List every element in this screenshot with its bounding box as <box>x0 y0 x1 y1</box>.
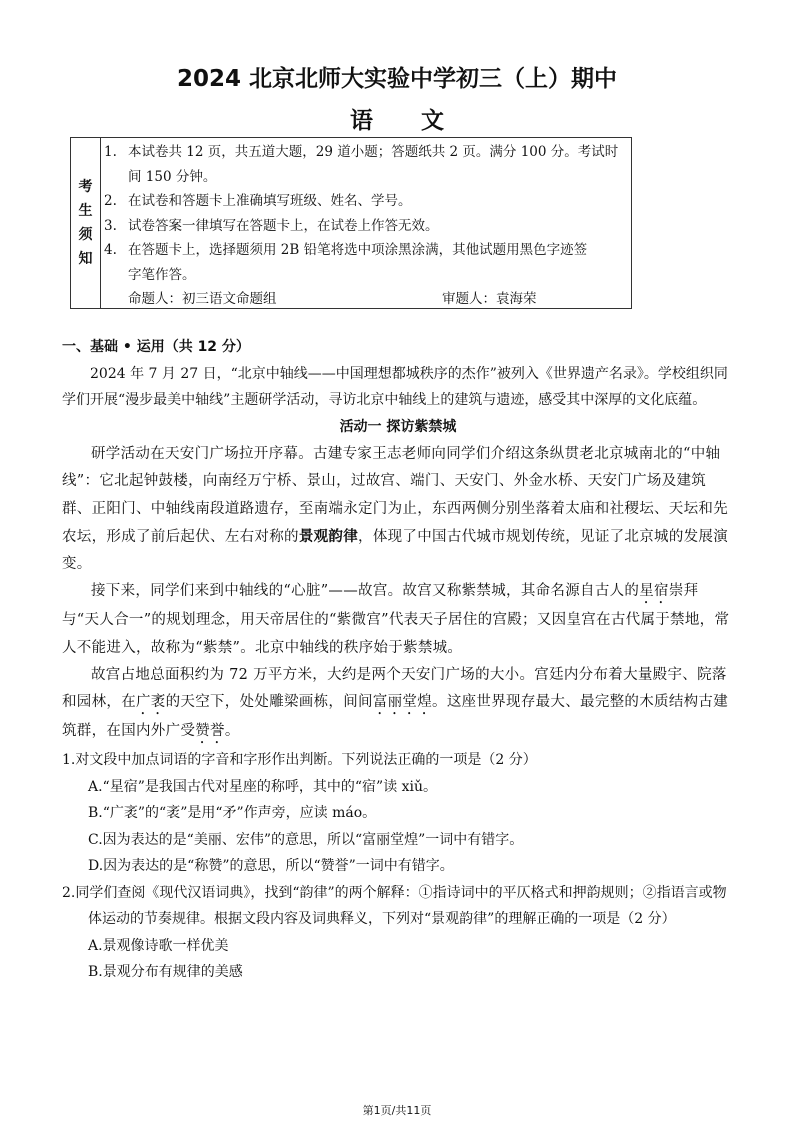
dotted-term: 富丽堂煌 <box>372 694 433 711</box>
page-footer: 第1页/共11页 <box>362 1104 432 1117</box>
answer-option: B.“广袤”的“袤”是用“矛”作声旁，应读 máo。 <box>88 805 377 822</box>
notice-item-text: 本试卷共 12 页，共五道大题，29 道小题；答题纸共 2 页。满分 100 分。考试时 <box>128 144 619 160</box>
notice-heading-char: 考 <box>78 179 93 195</box>
notice-item-text: 试卷答案一律填写在答题卡上，在试卷上作答无效。 <box>128 217 439 234</box>
dotted-term: 赞誉 <box>195 723 225 740</box>
dotted-term: 广袤 <box>136 694 166 711</box>
subject-title: 语文 <box>350 108 492 134</box>
answer-option: B.景观分布有规律的美感 <box>88 964 243 981</box>
notice-item <box>104 140 627 165</box>
passage-text: 。 <box>224 723 240 740</box>
section-heading: 一、基础 • 运用（共 12 分） <box>62 339 250 355</box>
passage-paragraph <box>62 441 734 578</box>
notice-item <box>104 214 627 239</box>
notice-item <box>104 238 627 263</box>
notice-item-continuation: 间 150 分钟。 <box>128 168 217 185</box>
passage-text: 接下来，同学们来到中轴线的“心脏”——故宫。故宫又称紫禁城，其命名源自古人的 <box>91 583 640 600</box>
passage-text: 崇拜与“天人合一”的规划理念，用天帝居住的“紫微宫”代表天子居住的宫殿；又因皇宫在古代属于禁地，常人不能进入，故称为“紫禁”。北京中轴线的秩序始于紫禁城。 <box>62 583 730 656</box>
notice-heading <box>71 138 101 308</box>
answer-option: C.因为表达的是“美丽、宏伟”的意思，所以“富丽堂煌”一词中有错字。 <box>88 831 524 848</box>
passage-text: 。这座世界现存最大、最完整的木质结构古建筑群，在国内外广受 <box>62 694 729 740</box>
notice-item-number: 3. <box>104 217 117 234</box>
notice-item-number: 4. <box>104 242 117 258</box>
question-stem: 1.对文段中加点词语的字音和字形作出判断。下列说法正确的一项是（2 分） <box>62 752 537 769</box>
passage-paragraph <box>62 578 734 662</box>
question-stem: 2.同学们查阅《现代汉语词典》，找到“韵律”的两个解释：①指诗词中的平仄格式和押韵规则；②指语言或物体运动的节奏规律。根据文段内容及词典释义，下列对“景观韵律”的理解正确的一项是（2 分） <box>62 884 727 928</box>
reviewer: 审题人：袁海荣 <box>442 291 537 307</box>
passage-text: 研学活动在天安门广场拉开序幕。古建专家王志老师向同学们介绍这条纵贯老北京城南北的“中轴线”：它北起钟鼓楼，向南经万宁桥、景山，过故宫、端门、天安门、外金水桥、天安门广场及建筑群、正阳门、中轴线南段道路遗存，至南端永定门为止，东西两侧分别坐落着太庙和社稷坛、天坛和先农坛，形成了前后起伏、左右对称的 <box>62 446 728 545</box>
author: 命题人：初三语文命题组 <box>128 291 277 307</box>
activity-title: 活动一 探访紫禁城 <box>339 419 457 435</box>
passage-text: ，体现了中国古代城市规划传统，见证了北京城的发展演变。 <box>62 528 729 573</box>
notice-heading-char: 须 <box>78 227 93 243</box>
notice-item-text: 在答题卡上，选择题须用 2B 铅笔将选中项涂黑涂满，其他试题用黑色字迹签 <box>128 242 588 258</box>
answer-option: A.“星宿”是我国古代对星座的称呼，其中的“宿”读 xiǔ。 <box>88 778 438 795</box>
bold-term: 景观韵律 <box>298 527 359 545</box>
notice-item-text: 在试卷和答题卡上准确填写班级、姓名、学号。 <box>128 193 412 209</box>
notice-item-number: 1. <box>104 144 117 160</box>
notice-heading-char: 生 <box>78 203 93 219</box>
notice-body <box>101 138 631 308</box>
notice-item <box>104 189 627 214</box>
answer-option: A.景观像诗歌一样优美 <box>88 937 229 954</box>
passage-text: 的天空下，处处雕梁画栋， <box>165 694 344 711</box>
notice-heading-char: 知 <box>78 251 93 267</box>
dotted-term: 星宿 <box>639 583 669 600</box>
authors-line <box>104 287 627 312</box>
intro-paragraph: 2024 年 7 月 27 日，“北京中轴线——中国理想都城秩序的杰作”被列入《世界遗产名录》。学校组织同学们开展“漫步最美中轴线”主题研学活动，寻访北京中轴线上的建筑与遗迹，感受其中深厚的文化底蕴。 <box>62 366 728 408</box>
passage-text: 间间 <box>343 694 373 711</box>
notice-item-number: 2. <box>104 193 117 209</box>
exam-title: 2024 北京北师大实验中学初三（上）期中 <box>176 66 618 92</box>
main-content <box>62 333 734 986</box>
notice-item-continuation: 字笔作答。 <box>128 266 196 283</box>
passage-paragraph <box>62 662 734 747</box>
answer-option: D.因为表达的是“称赞”的意思，所以“赞誉”一词中有错字。 <box>88 858 454 875</box>
passage-text: 故宫占地总面积约为 72 万平方米，大约是两个天安门广场的大小。宫廷内分布着大量殿宇、院落和园林，在 <box>62 667 727 711</box>
exam-notice-box <box>70 137 632 309</box>
